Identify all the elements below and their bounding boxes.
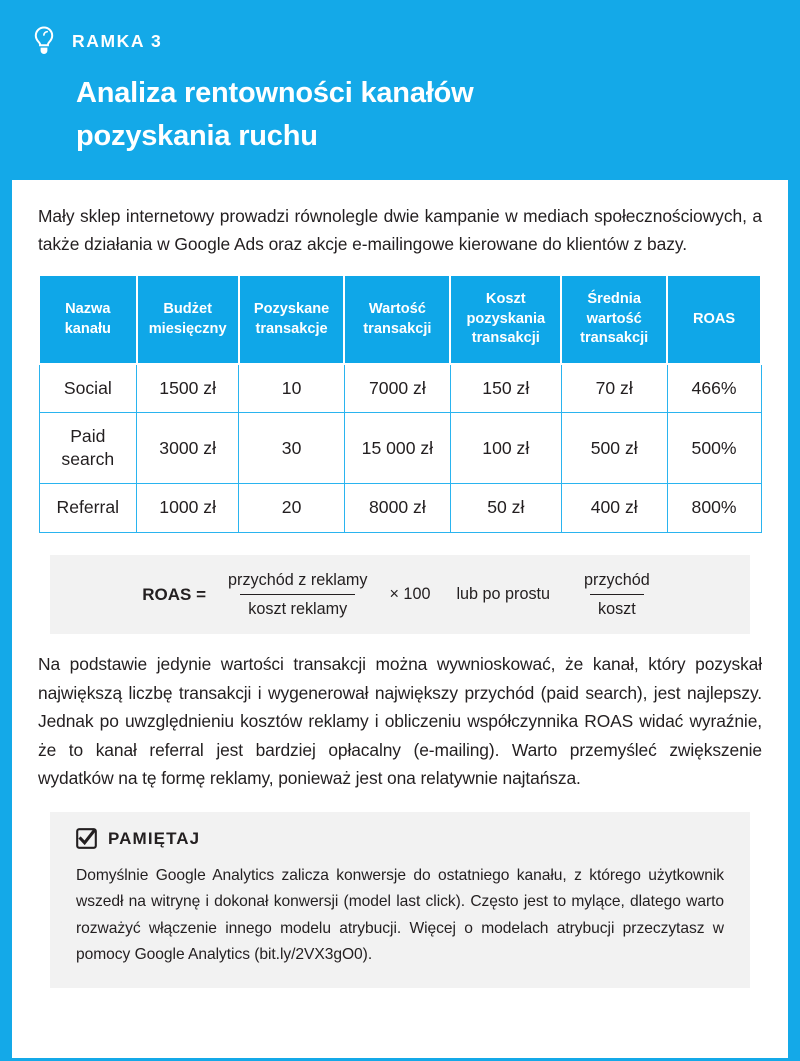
header-text: Średnia: [587, 291, 641, 308]
eyebrow-label: RAMKA 3: [72, 30, 163, 51]
cell-transaction-value: 7000 zł: [344, 364, 450, 413]
body-paragraph: Na podstawie jedynie wartości transakcji można wywnioskować, że kanał, który pozyskał największą liczbę transakcji i wygenerował największy przychód (paid search), jest najlepszy. Jednak po uwzględnieniu kosztów reklamy i obliczeniu współczynnika ROAS widać wyraźnie, że to kanał referral jest bardziej opłacalny (e-mailing). Warto przemyśleć zwiększenie wydatków na tę formę reklamy, ponieważ jest ona relatywnie najtańsza.: [38, 654, 762, 788]
remember-title: PAMIĘTAJ: [108, 828, 201, 848]
cell-transaction-value: 8000 zł: [344, 484, 450, 532]
formula-numerator: przychód z reklamy: [228, 570, 368, 589]
formula-numerator: przychód: [584, 570, 650, 589]
header-text: Budżet: [163, 300, 212, 317]
table-header-transactions: [239, 275, 345, 364]
box-header: [12, 0, 788, 180]
lightbulb-icon: [34, 26, 54, 56]
formula-denominator: koszt reklamy: [240, 594, 355, 620]
formula-multiplier: × 100: [389, 585, 431, 604]
header-text: miesięczny: [148, 320, 227, 337]
cell-budget: 1500 zł: [137, 364, 239, 413]
table-row: [39, 484, 761, 532]
content-panel: [12, 180, 788, 1058]
page-title-line-2: pozyskania ruchu: [76, 119, 318, 152]
table-header-transaction-value: [344, 275, 450, 364]
cell-transactions: 10: [239, 364, 345, 413]
table-header-cost-per-transaction: [450, 275, 561, 364]
table-header-budget: [137, 275, 239, 364]
channel-profitability-table: [38, 274, 762, 533]
header-text: ROAS: [692, 310, 736, 327]
eyebrow-row: [34, 26, 788, 56]
formula-denominator: koszt: [590, 594, 644, 620]
formula-label: ROAS =: [142, 584, 207, 604]
header-text: Wartość: [368, 300, 426, 317]
header-text: Koszt: [485, 291, 526, 308]
table-row: [39, 413, 761, 484]
cell-budget: 1000 zł: [137, 484, 239, 532]
page-title-line-1: Analiza rentowności kanałów: [76, 77, 474, 109]
cell-channel: Social: [39, 364, 137, 413]
header-text: kanału: [64, 320, 111, 337]
table-header-row: [39, 275, 761, 364]
cell-avg-transaction-value: 400 zł: [561, 484, 667, 532]
cell-transaction-value: 15 000 zł: [344, 413, 450, 484]
header-text: Pozyskane: [253, 300, 330, 317]
header-text: transakcji: [580, 330, 649, 347]
intro-paragraph: Mały sklep internetowy prowadzi równolegle dwie kampanie w mediach społecznościowych, a także działania w Google Ads oraz akcje e-mailingowe kierowane do klientów z bazy.: [38, 205, 762, 254]
cell-cost-per-transaction: 100 zł: [450, 413, 561, 484]
checkbox-checked-icon: [76, 828, 97, 849]
cell-channel: Referral: [39, 484, 137, 532]
cell-roas: 466%: [667, 364, 761, 413]
header-text: transakcji: [471, 330, 540, 347]
cell-channel: Paid search: [39, 413, 137, 484]
header-text: transakcji: [363, 320, 432, 337]
cell-transactions: 20: [239, 484, 345, 532]
table-header-channel: [39, 275, 137, 364]
cell-cost-per-transaction: 150 zł: [450, 364, 561, 413]
header-text: transakcje: [255, 320, 328, 337]
cell-roas: 500%: [667, 413, 761, 484]
formula-fraction-simplified: [576, 569, 658, 621]
cell-cost-per-transaction: 50 zł: [450, 484, 561, 532]
table-row: [39, 364, 761, 413]
table-header-avg-transaction-value: [561, 275, 667, 364]
cell-roas: 800%: [667, 484, 761, 532]
header-text: wartość: [586, 310, 642, 327]
table-header-roas: [667, 275, 761, 364]
remember-paragraph: Domyślnie Google Analytics zalicza konwersje do ostatniego kanału, z którego użytkownik wszedł na witrynę i dokonał konwersji (model last click). Często jest to mylące, dlatego warto rozważyć włączenie innego modelu atrybucji. Więcej o modelach atrybucji przeczytasz w pomocy Google Analytics (bit.ly/2VX3gO0).: [76, 867, 724, 963]
formula-connector: lub po prostu: [456, 585, 551, 604]
roas-formula-box: [50, 555, 750, 635]
header-text: pozyskania: [466, 310, 546, 327]
cell-budget: 3000 zł: [137, 413, 239, 484]
header-text: Nazwa: [65, 300, 111, 317]
cell-avg-transaction-value: 500 zł: [561, 413, 667, 484]
remember-header: [76, 828, 724, 849]
cell-avg-transaction-value: 70 zł: [561, 364, 667, 413]
cell-transactions: 30: [239, 413, 345, 484]
page-title: [76, 72, 616, 158]
formula-fraction-primary: [220, 569, 375, 621]
remember-callout: [50, 812, 750, 988]
